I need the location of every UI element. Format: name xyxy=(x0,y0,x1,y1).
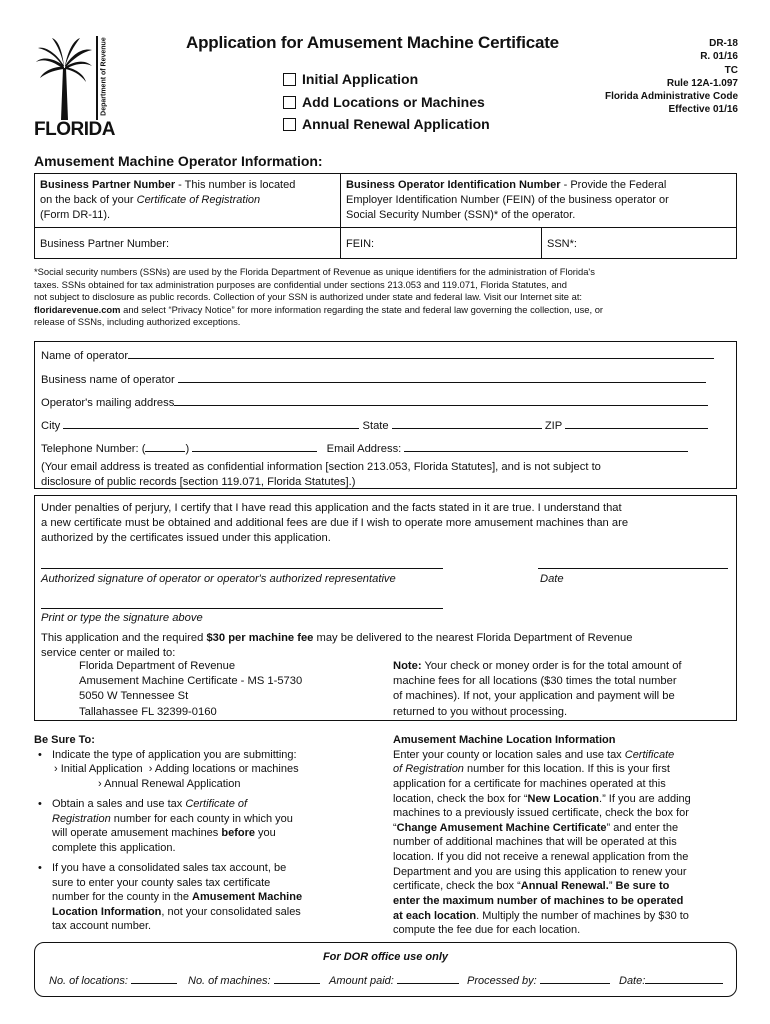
section-heading: Amusement Machine Operator Information: xyxy=(34,153,323,169)
certification-block xyxy=(34,495,737,721)
checkbox-icon xyxy=(283,118,296,131)
payment-note: Note: Your check or money order is for the total amount of machine fees for all locations ($30 times the total number of machines). If not, your application and payment will be returned to you without processing. xyxy=(393,660,682,718)
bp-description: Business Partner Number - This number is located on the back of your Certificate of Registration (Form DR-11). xyxy=(40,179,296,221)
form-number: DR-18 xyxy=(709,38,738,49)
operator-info-block xyxy=(34,341,737,489)
checkbox-icon xyxy=(283,96,296,109)
mailing-address-field[interactable]: Operator's mailing address xyxy=(41,395,708,411)
print-name-line[interactable] xyxy=(41,608,443,609)
city-state-zip-fields[interactable] xyxy=(41,418,708,434)
signature-line[interactable] xyxy=(41,568,443,569)
phone-email-fields[interactable]: Telephone Number: ( ) Email Address: xyxy=(41,441,688,457)
list-item: • Indicate the type of application you are submitting: › Initial Application › Adding locations or machines › Annual Renewal Application xyxy=(34,748,354,792)
be-sure-heading: Be Sure To: xyxy=(34,734,95,746)
logo-word: FLORIDA xyxy=(34,119,115,140)
location-info-heading: Amusement Machine Location Information xyxy=(393,734,616,746)
list-item: • Obtain a sales and use tax Certificate of Registration number for each county in which you will operate amusement machines before you complete this application. xyxy=(34,797,354,855)
date-field[interactable]: Date: xyxy=(619,973,723,988)
checkbox-label: Add Locations or Machines xyxy=(302,94,485,110)
form-effective: Effective 01/16 xyxy=(668,104,738,116)
email-confidential-note: (Your email address is treated as confidential information [section 213.053, Florida Statutes], and is not subject to disclosure of public records [section 119.071, Florida Statutes].) xyxy=(41,461,601,488)
print-name-label: Print or type the signature above xyxy=(41,612,203,624)
add-locations-checkbox[interactable] xyxy=(283,93,485,111)
form-revision: R. 01/16 xyxy=(700,51,738,63)
bp-number-field[interactable]: Business Partner Number: xyxy=(40,238,169,250)
date-line[interactable] xyxy=(538,568,728,569)
locations-field[interactable]: No. of locations: xyxy=(49,973,177,988)
page-title: Application for Amusement Machine Certificate xyxy=(186,33,559,52)
office-use-title: For DOR office use only xyxy=(322,951,449,963)
initial-application-checkbox[interactable] xyxy=(283,70,418,88)
be-sure-to-section xyxy=(34,733,354,940)
fee-statement: This application and the required $30 per machine fee may be delivered to the nearest Florida Department of Revenue service center or mailed to: xyxy=(41,632,633,660)
annual-renewal-checkbox[interactable] xyxy=(283,115,490,133)
checkbox-label: Initial Application xyxy=(302,71,419,87)
form-code: TC xyxy=(724,64,738,76)
fein-field[interactable]: FEIN: xyxy=(346,238,375,250)
form-meta xyxy=(605,37,738,117)
signature-label: Authorized signature of operator or operator's authorized representative xyxy=(41,573,396,585)
form-rule: Rule 12A-1.097 xyxy=(666,77,738,89)
zip-label: ZIP xyxy=(544,420,563,432)
ssn-field[interactable]: SSN*: xyxy=(547,238,577,250)
list-item: • If you have a consolidated sales tax account, be sure to enter your county sales tax certificate number for the county in the Amusement Machine Location Information, not your consolidated sales tax account number. xyxy=(34,861,354,934)
processed-by-field[interactable]: Processed by: xyxy=(467,973,610,988)
logo-divider xyxy=(96,36,108,120)
office-use-box xyxy=(34,942,737,997)
amount-paid-field[interactable]: Amount paid: xyxy=(329,973,459,988)
boid-description: Business Operator Identification Number - Provide the Federal Employer Identification Number (FEIN) of the business operator or Social Security Number (SSN)* of the operator. xyxy=(346,179,669,221)
perjury-statement: Under penalties of perjury, I certify that I have read this application and the facts stated in it are true. I understand that a new certificate must be obtained and additional fees are due if I wish to operate more amusement machines than are authorized by the certificates issued under this application. xyxy=(41,502,629,545)
website-link[interactable]: floridarevenue.com xyxy=(34,303,121,315)
form-admin-code: Florida Administrative Code xyxy=(605,91,738,103)
business-name-field[interactable]: Business name of operator xyxy=(41,372,706,388)
city-label: City xyxy=(41,420,61,432)
bp-id-table xyxy=(34,173,737,259)
machines-field[interactable]: No. of machines: xyxy=(188,973,320,988)
operator-name-field[interactable]: Name of operator xyxy=(41,348,714,364)
date-label: Date xyxy=(540,573,564,585)
logo-vertical-text: Department of Revenue xyxy=(100,37,108,116)
ssn-notice: *Social security numbers (SSNs) are used by the Florida Department of Revenue as unique identifiers for the administration of Florida's taxes. SSNs obtained for tax administration purposes are confidential under sections 213.053 and 119.071, Florida Statutes, and not subject to disclosure as public records. Collection of your SSN is authorized under state and federal law. Visit our Internet site at: floridarevenue.com and select “Privacy Notice” for more information regarding the state and federal law governing the collection, use, or release of SSNs, including authorized exceptions. xyxy=(34,266,604,327)
checkbox-icon xyxy=(283,73,296,86)
state-label: State xyxy=(362,420,389,432)
checkbox-label: Annual Renewal Application xyxy=(302,116,490,132)
location-info-section: Amusement Machine Location Information Enter your county or location sales and use tax Certificate of Registration number for this location. If this is your first application for a certificate for machines operated at this location, check the box for “New Location.” If you are adding machines to a previously issued certificate, check the box for “Change Amusement Machine Certificate” and enter the number of additional machines that will be operated at this location. If you did not receive a renewal application from the Department and you are using this application to renew your certificate, check the box “Annual Renewal.” Be sure to enter the maximum number of machines to be operated at each location. Multiply the number of machines by $30 to compute the fee due for each location. xyxy=(393,733,738,938)
mailing-address: Florida Department of Revenue Amusement Machine Certificate - MS 1-5730 5050 W Tennessee St Tallahassee FL 32399-0160 xyxy=(79,660,303,718)
